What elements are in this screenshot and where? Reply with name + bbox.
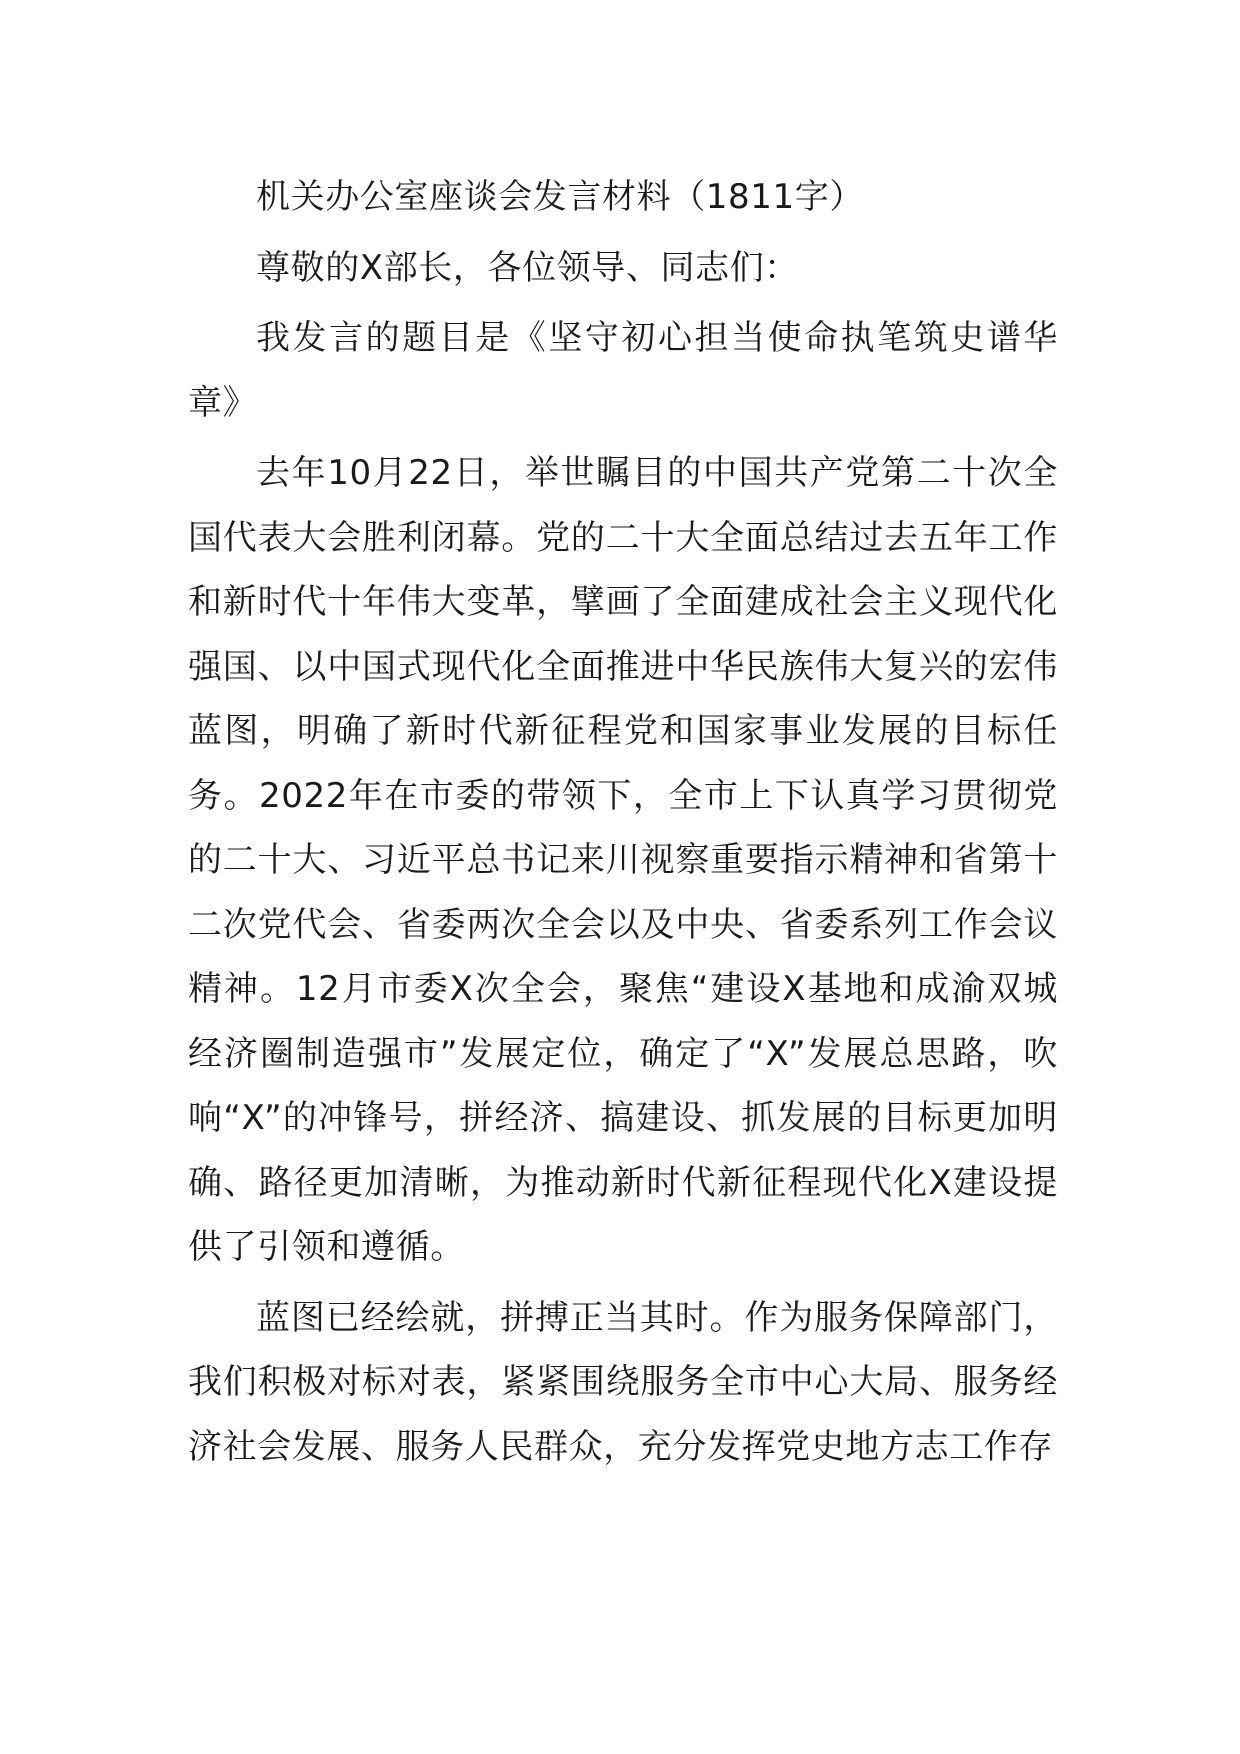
speech-topic: 我发言的题目是《坚守初心担当使命执笔筑史谱华章》	[188, 318, 1058, 423]
document-body	[188, 165, 1058, 1485]
document-title: 机关办公室座谈会发言材料（1811字）	[256, 177, 864, 217]
paragraph-2: 蓝图已经绘就，拼搏正当其时。作为服务保障部门，我们积极对标对表，紧紧围绕服务全市中心大局、服务经济社会发展、服务人民群众，充分发挥党史地方志工作存	[188, 1297, 1058, 1467]
paragraph-1: 去年10月22日，举世瞩目的中国共产党第二十次全国代表大会胜利闭幕。党的二十大全面总结过去五年工作和新时代十年伟大变革，擘画了全面建成社会主义现代化强国、以中国式现代化全面推进中华民族伟大复兴的宏伟蓝图，明确了新时代新征程党和国家事业发展的目标任务。2022年在市委的带领下，全市上下认真学习贯彻党的二十大、习近平总书记来川视察重要指示精神和省第十二次党代会、省委两次全会以及中央、省委系列工作会议精神。12月市委X次全会，聚焦“建设X基地和成渝双城经济圈制造强市”发展定位，确定了“X”发展总思路，吹响“X”的冲锋号，拼经济、搞建设、抓发展的目标更加明确、路径更加清晰，为推动新时代新征程现代化X建设提供了引领和遵循。	[188, 453, 1058, 1267]
salutation: 尊敬的X部长，各位领导、同志们：	[256, 247, 799, 288]
